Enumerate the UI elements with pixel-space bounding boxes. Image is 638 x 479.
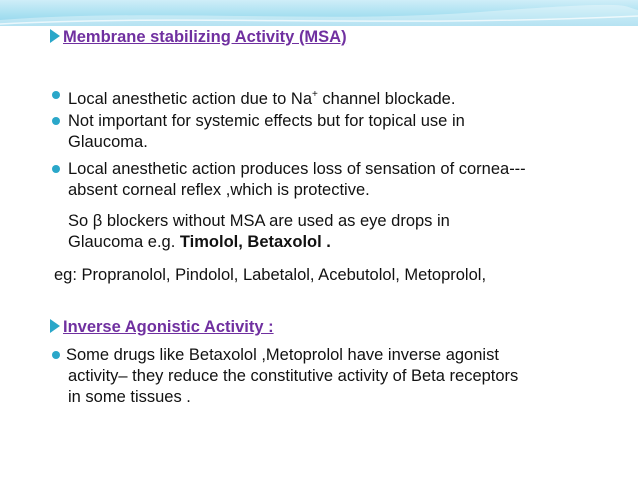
eye-drops-line1: So β blockers without MSA are used as eye drops in [68, 212, 450, 230]
heading-text: Inverse Agonistic Activity : [63, 318, 274, 336]
heading-text: Membrane stabilizing Activity (MSA) [63, 28, 347, 46]
bullet-cornea-line2: absent corneal reflex ,which is protective. [68, 181, 370, 199]
inverse-bullet-line2: activity– they reduce the constitutive activity of Beta receptors [68, 367, 519, 385]
inverse-bullet-line3: in some tissues . [68, 388, 191, 406]
superscript-plus: + [312, 89, 318, 100]
bullet-na-channel [68, 85, 455, 109]
bullet-dot-icon [52, 91, 60, 99]
bullet-text: Local anesthetic action due to Na [68, 90, 312, 108]
bullet-dot-icon [52, 165, 60, 173]
bullet-text-tail: channel blockade. [317, 90, 456, 108]
bullet-cornea-line1: Local anesthetic action produces loss of sensation of cornea--- [68, 160, 526, 178]
section-heading-inverse-agonist [50, 317, 274, 337]
bullet-topical-line2: Glaucoma. [68, 133, 148, 151]
eye-drops-text: Glaucoma e.g. [68, 233, 180, 251]
eye-drops-line2 [68, 232, 331, 252]
arrow-bullet-icon [50, 29, 60, 43]
bullet-dot-icon [52, 117, 60, 125]
bullet-dot-icon [52, 351, 60, 359]
section-heading-msa [50, 27, 347, 47]
drug-names-bold: Timolol, Betaxolol . [179, 233, 331, 251]
example-drugs-line: eg: Propranolol, Pindolol, Labetalol, Acebutolol, Metoprolol, [54, 266, 487, 284]
bullet-topical-line1: Not important for systemic effects but for topical use in [68, 112, 465, 130]
inverse-bullet-line1: Some drugs like Betaxolol ,Metoprolol have inverse agonist [66, 346, 499, 364]
arrow-bullet-icon [50, 319, 60, 333]
